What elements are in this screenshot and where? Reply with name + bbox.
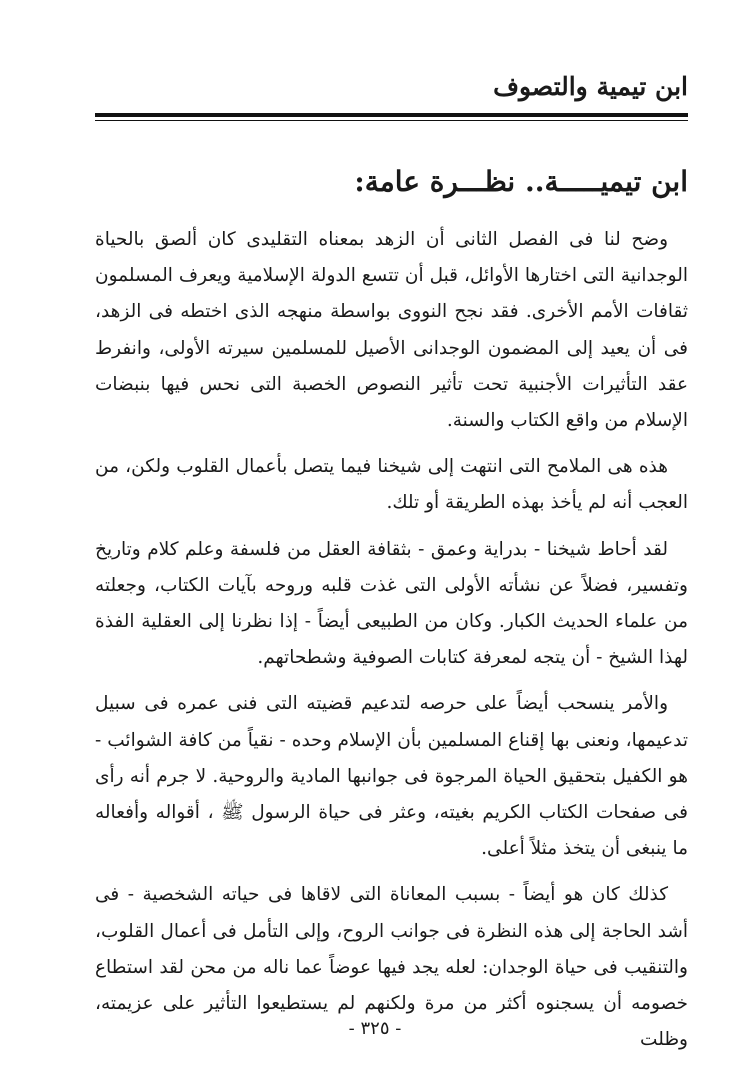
paragraph: لقد أحاط شيخنا - بدراية وعمق - بثقافة العقل من فلسفة وعلم كلام وتاريخ وتفسير، فضلاً عن نشأته الأولى التى غذت قلبه وروحه بآيات الكتاب، وجعلته من علماء الحديث الكبار. وكان من الطبيعى أيضاً - إذا نظرنا إلى العقلية الفذة لهذا الشيخ - أن يتجه لمعرفة كتابات الصوفية وشطحاتهم.: [95, 538, 688, 669]
section-heading: ابن تيميـــــة.. نظـــرة عامة:: [354, 165, 688, 198]
paragraph: والأمر ينسحب أيضاً على حرصه لتدعيم قضيته التى فنى عمره فى سبيل تدعيمها، ونعنى بها إقناع المسلمين بأن الإسلام وحده - نقياً من كافة الشوائب - هو الكفيل بتحقيق الحياة المرجوة فى جوانبها المادية والروحية. لا جرم أنه رأى فى صفحات الكتاب الكريم بغيته، وعثر فى حياة الرسول ﷺ ، أقواله وأفعاله ما ينبغى أن يتخذ مثلاً أعلى.: [95, 693, 688, 860]
paragraph: كذلك كان هو أيضاً - بسبب المعاناة التى لاقاها فى حياته الشخصية - فى أشد الحاجة إلى هذه النظرة فى جوانب الروح، وإلى التأمل فى أعمال القلوب، والتنقيب فى حياة الوجدان: لعله يجد فيها عوضاً عما ناله من محن لقد استطاع خصومه أن يسجنوه أكثر من مرة ولكنهم لم يستطيعوا التأثير على عزيمته، وظلت: [95, 884, 688, 1051]
header-rule-thick: [95, 113, 688, 117]
page-number: - ٣٢٥ -: [348, 1018, 402, 1039]
body-text: [95, 222, 688, 1068]
header-rule-thin: [95, 120, 688, 121]
paragraph: هذه هى الملامح التى انتهت إلى شيخنا فيما يتصل بأعمال القلوب ولكن، من العجب أنه لم يأخذ بهذه الطريقة أو تلك.: [95, 456, 688, 514]
paragraph: وضح لنا فى الفصل الثانى أن الزهد بمعناه التقليدى كان ألصق بالحياة الوجدانية التى اختارها الأوائل، قبل أن تتسع الدولة الإسلامية ويعرف المسلمون ثقافات الأمم الأخرى. فقد نجح النووى بواسطة منهجه الذى اختطه فى الزهد، فى أن يعيد إلى المضمون الوجدانى الأصيل للمسلمين سيرته الأولى، وانفرط عقد التأثيرات الأجنبية تحت تأثير النصوص الخصبة التى نحس فيها بنبضات الإسلام من واقع الكتاب والسنة.: [95, 229, 688, 432]
running-header-title: ابن تيمية والتصوف: [493, 72, 688, 101]
